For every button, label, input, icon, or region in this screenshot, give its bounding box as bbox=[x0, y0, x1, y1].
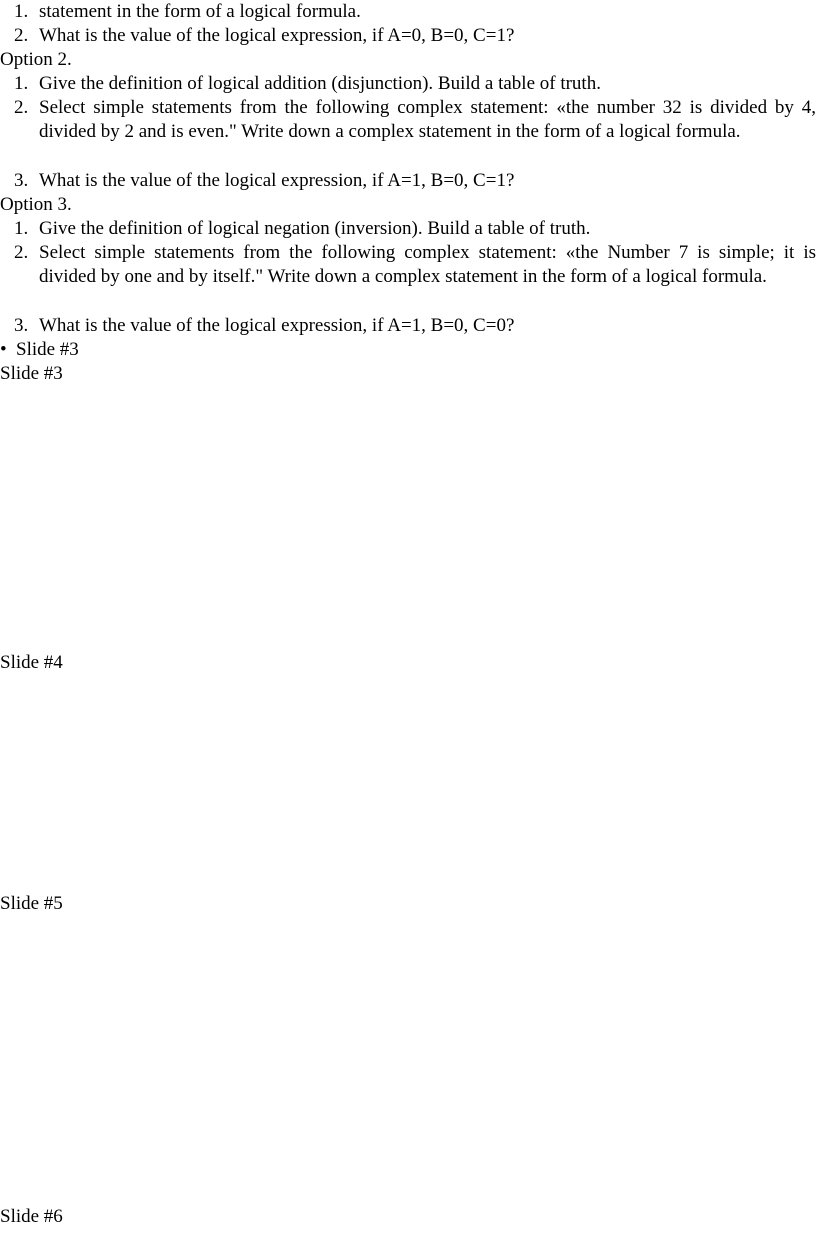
slide-label: Slide #6 bbox=[0, 1206, 63, 1227]
list-item-number: 3. bbox=[14, 315, 29, 336]
list-item bbox=[0, 96, 816, 145]
list-item-text: What is the value of the logical expression, if A=1, B=0, C=0? bbox=[39, 315, 515, 336]
slide-label: Slide #3 bbox=[0, 363, 63, 384]
list-item-text: Select simple statements from the following complex statement: «the Number 7 is simple; it is divided by one and by itself." Write down a complex statement in the form of a logical formula. bbox=[39, 242, 816, 288]
list-item-text: What is the value of the logical expression, if A=1, B=0, C=1? bbox=[39, 170, 515, 191]
list-item-number: 2. bbox=[14, 25, 29, 46]
list-item-text: statement in the form of a logical formula. bbox=[39, 1, 361, 22]
list-item bbox=[0, 217, 816, 241]
list-item-number: 3. bbox=[14, 170, 29, 191]
list-item-number: 2. bbox=[14, 97, 29, 118]
list-item bbox=[0, 24, 816, 48]
list-item-number: 2. bbox=[14, 242, 29, 263]
list-item bbox=[0, 72, 816, 96]
list-item bbox=[0, 241, 816, 290]
list-item-number: 1. bbox=[14, 218, 29, 239]
slide-label: Slide #5 bbox=[0, 893, 63, 914]
bullet-icon: • bbox=[0, 339, 7, 360]
list-item-text: Select simple statements from the following complex statement: «the number 32 is divided by 4, divided by 2 and is even." Write down a complex statement in the form of a logical formula. bbox=[39, 97, 816, 143]
slide-label: Slide #4 bbox=[0, 652, 63, 673]
list-item bbox=[0, 0, 816, 24]
list-item-number: 1. bbox=[14, 1, 29, 22]
list-item-text: What is the value of the logical expression, if A=0, B=0, C=1? bbox=[39, 25, 515, 46]
list-item-number: 1. bbox=[14, 73, 29, 94]
option-2-heading: Option 2. bbox=[0, 49, 72, 70]
list-item bbox=[0, 314, 816, 338]
list-item-text: Give the definition of logical addition (disjunction). Build a table of truth. bbox=[39, 73, 601, 94]
bullet-list-item bbox=[0, 338, 816, 362]
option-3-heading: Option 3. bbox=[0, 194, 72, 215]
list-item-text: Give the definition of logical negation (inversion). Build a table of truth. bbox=[39, 218, 591, 239]
bullet-item-text: Slide #3 bbox=[16, 339, 79, 360]
list-item bbox=[0, 169, 816, 193]
